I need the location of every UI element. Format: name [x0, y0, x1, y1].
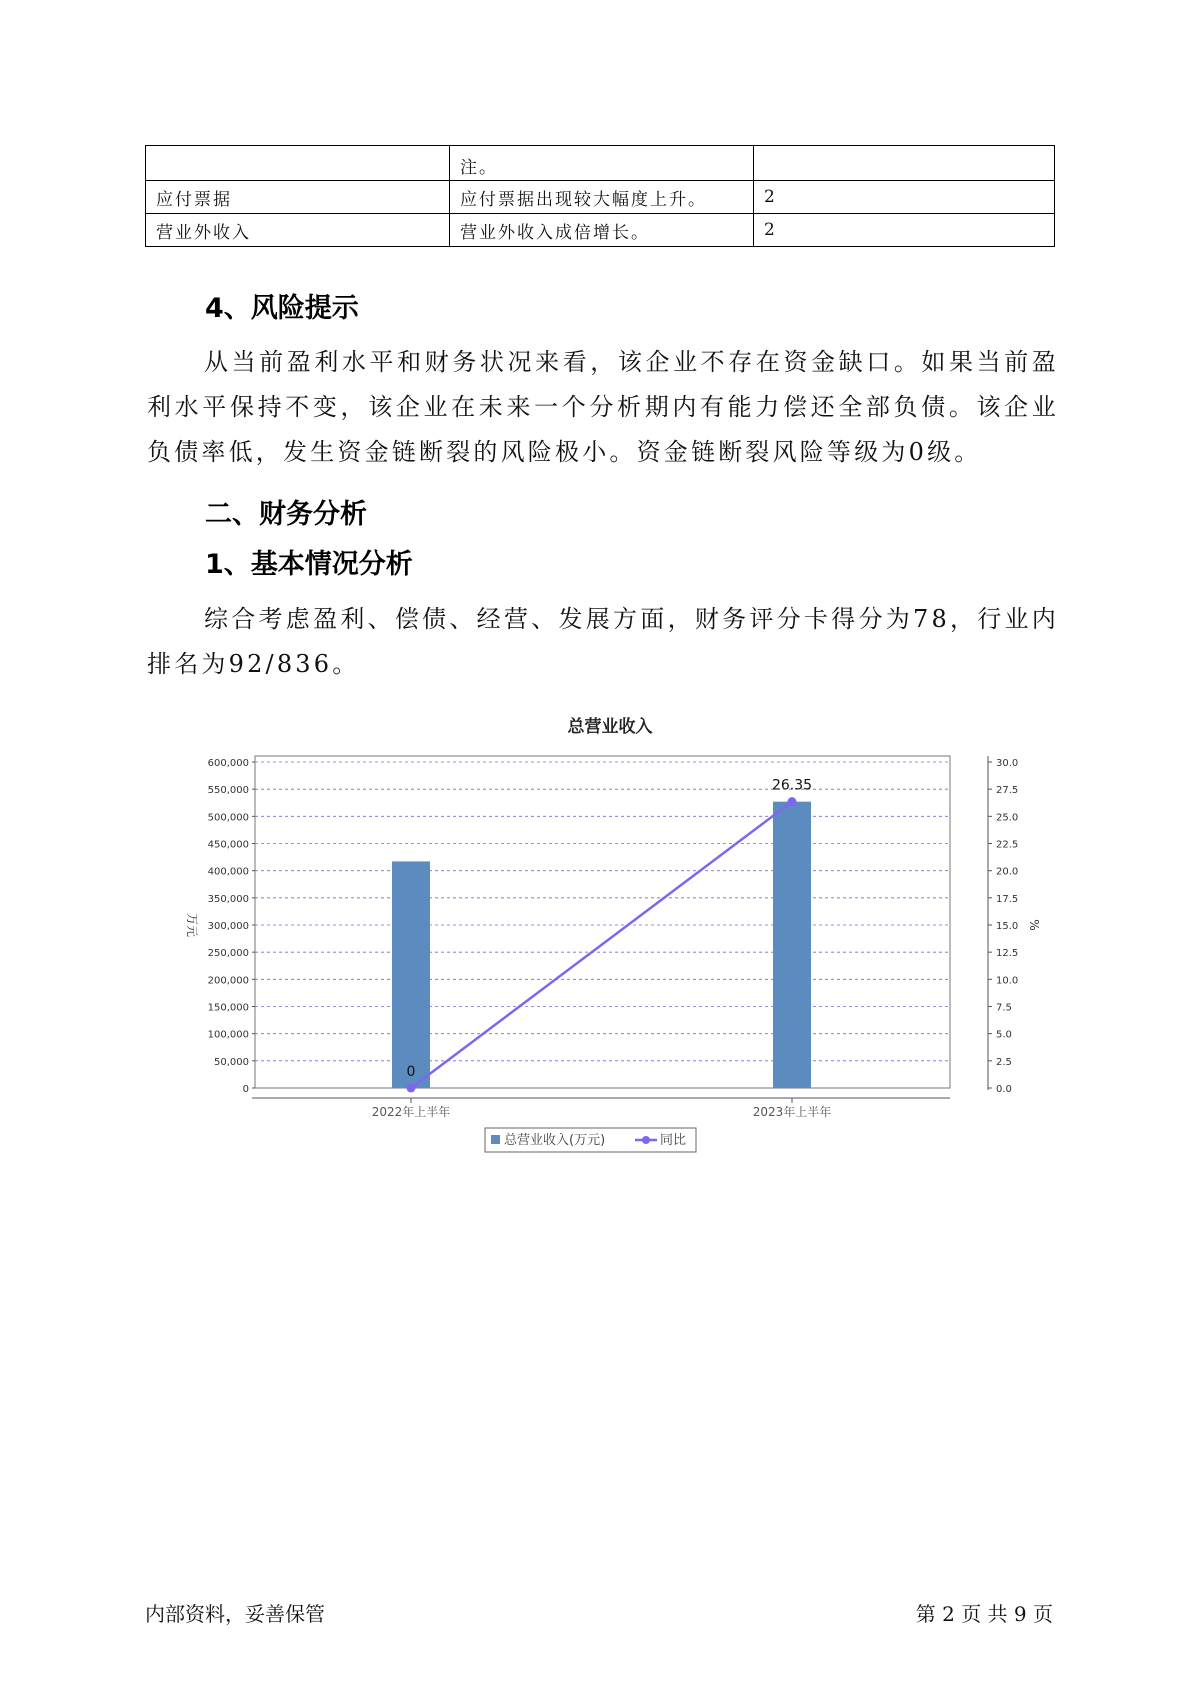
y-tick-label-left: 100,000: [207, 1029, 249, 1041]
table-cell-item: 营业外收入: [146, 214, 450, 247]
finance-heading: 二、财务分析: [205, 499, 367, 530]
y-tick-label-left: 550,000: [207, 785, 249, 797]
yoy-point: [407, 1084, 416, 1093]
table-row: [146, 214, 1055, 247]
footer-page-number: 第 2 页 共 9 页: [915, 1602, 1053, 1626]
table-cell-item: [146, 146, 450, 181]
x-tick-label: 2023年上半年: [752, 1105, 832, 1119]
indicator-table: [145, 145, 1055, 247]
y-axis-label-right: %: [1027, 919, 1041, 931]
y-tick-label-right: 15.0: [996, 921, 1019, 932]
finance-paragraph: 综合考虑盈利、偿债、经营、发展方面，财务评分卡得分为78，行业内排名为92/836。: [147, 605, 1059, 678]
table-cell-desc: 应付票据出现较大幅度上升。: [450, 181, 754, 214]
y-axis-label-left: 万元: [185, 912, 199, 938]
y-tick-label-left: 350,000: [207, 893, 249, 905]
yoy-data-label: 26.35: [771, 777, 813, 794]
table-cell-item: 应付票据: [146, 181, 450, 214]
legend-swatch-point: [642, 1136, 650, 1144]
revenue-chart: [170, 710, 1050, 1170]
chart-title: 总营业收入: [567, 717, 653, 737]
revenue-bar: [392, 861, 430, 1088]
table-cell-score: 2: [754, 214, 1055, 247]
yoy-data-label: 0: [406, 1064, 416, 1080]
table-row: [146, 181, 1055, 214]
x-tick-label: 2022年上半年: [371, 1105, 451, 1119]
y-tick-label-left: 200,000: [207, 975, 249, 987]
y-tick-label-left: 600,000: [207, 758, 249, 769]
yoy-line: [411, 802, 792, 1088]
y-tick-label-left: 150,000: [207, 1002, 249, 1014]
legend-label-line: 同比: [660, 1133, 687, 1148]
table-cell-score: 2: [754, 181, 1055, 214]
table-cell-score: [754, 146, 1055, 181]
y-tick-label-right: 0.0: [996, 1084, 1012, 1095]
y-tick-label-left: 0: [242, 1084, 249, 1095]
y-tick-label-right: 27.5: [996, 785, 1019, 797]
y-tick-label-left: 250,000: [207, 948, 249, 960]
table-row: [146, 146, 1055, 181]
footer-confidential: 内部资料，妥善保管: [145, 1602, 325, 1626]
y-tick-label-right: 12.5: [996, 948, 1019, 960]
legend-label-bar: 总营业收入(万元): [504, 1133, 606, 1148]
risk-heading: 4、风险提示: [205, 293, 359, 324]
revenue-bar: [773, 802, 811, 1088]
yoy-point: [788, 797, 797, 806]
y-tick-label-left: 500,000: [207, 812, 249, 824]
legend-swatch-bar: [491, 1135, 500, 1144]
y-tick-label-left: 300,000: [207, 921, 249, 932]
table-cell-desc: 注。: [450, 146, 754, 181]
plot-frame: [255, 756, 950, 1088]
table-cell-desc: 营业外收入成倍增长。: [450, 214, 754, 247]
basic-analysis-heading: 1、基本情况分析: [205, 549, 413, 580]
y-tick-label-left: 50,000: [214, 1056, 249, 1068]
y-tick-label-right: 10.0: [996, 975, 1019, 987]
y-tick-label-left: 400,000: [207, 866, 249, 878]
y-tick-label-right: 17.5: [996, 893, 1019, 905]
y-tick-label-right: 5.0: [996, 1029, 1012, 1041]
y-tick-label-right: 25.0: [996, 812, 1019, 824]
y-tick-label-right: 2.5: [996, 1056, 1012, 1068]
risk-paragraph: 从当前盈利水平和财务状况来看，该企业不存在资金缺口。如果当前盈利水平保持不变，该企业在未来一个分析期内有能力偿还全部负债。该企业负债率低，发生资金链断裂的风险极小。资金链断裂风险等级为0级。: [147, 348, 1059, 466]
y-tick-label-right: 30.0: [996, 758, 1019, 769]
y-tick-label-left: 450,000: [207, 839, 249, 851]
y-tick-label-right: 22.5: [996, 839, 1019, 851]
y-tick-label-right: 20.0: [996, 866, 1019, 878]
y-tick-label-right: 7.5: [996, 1002, 1012, 1014]
